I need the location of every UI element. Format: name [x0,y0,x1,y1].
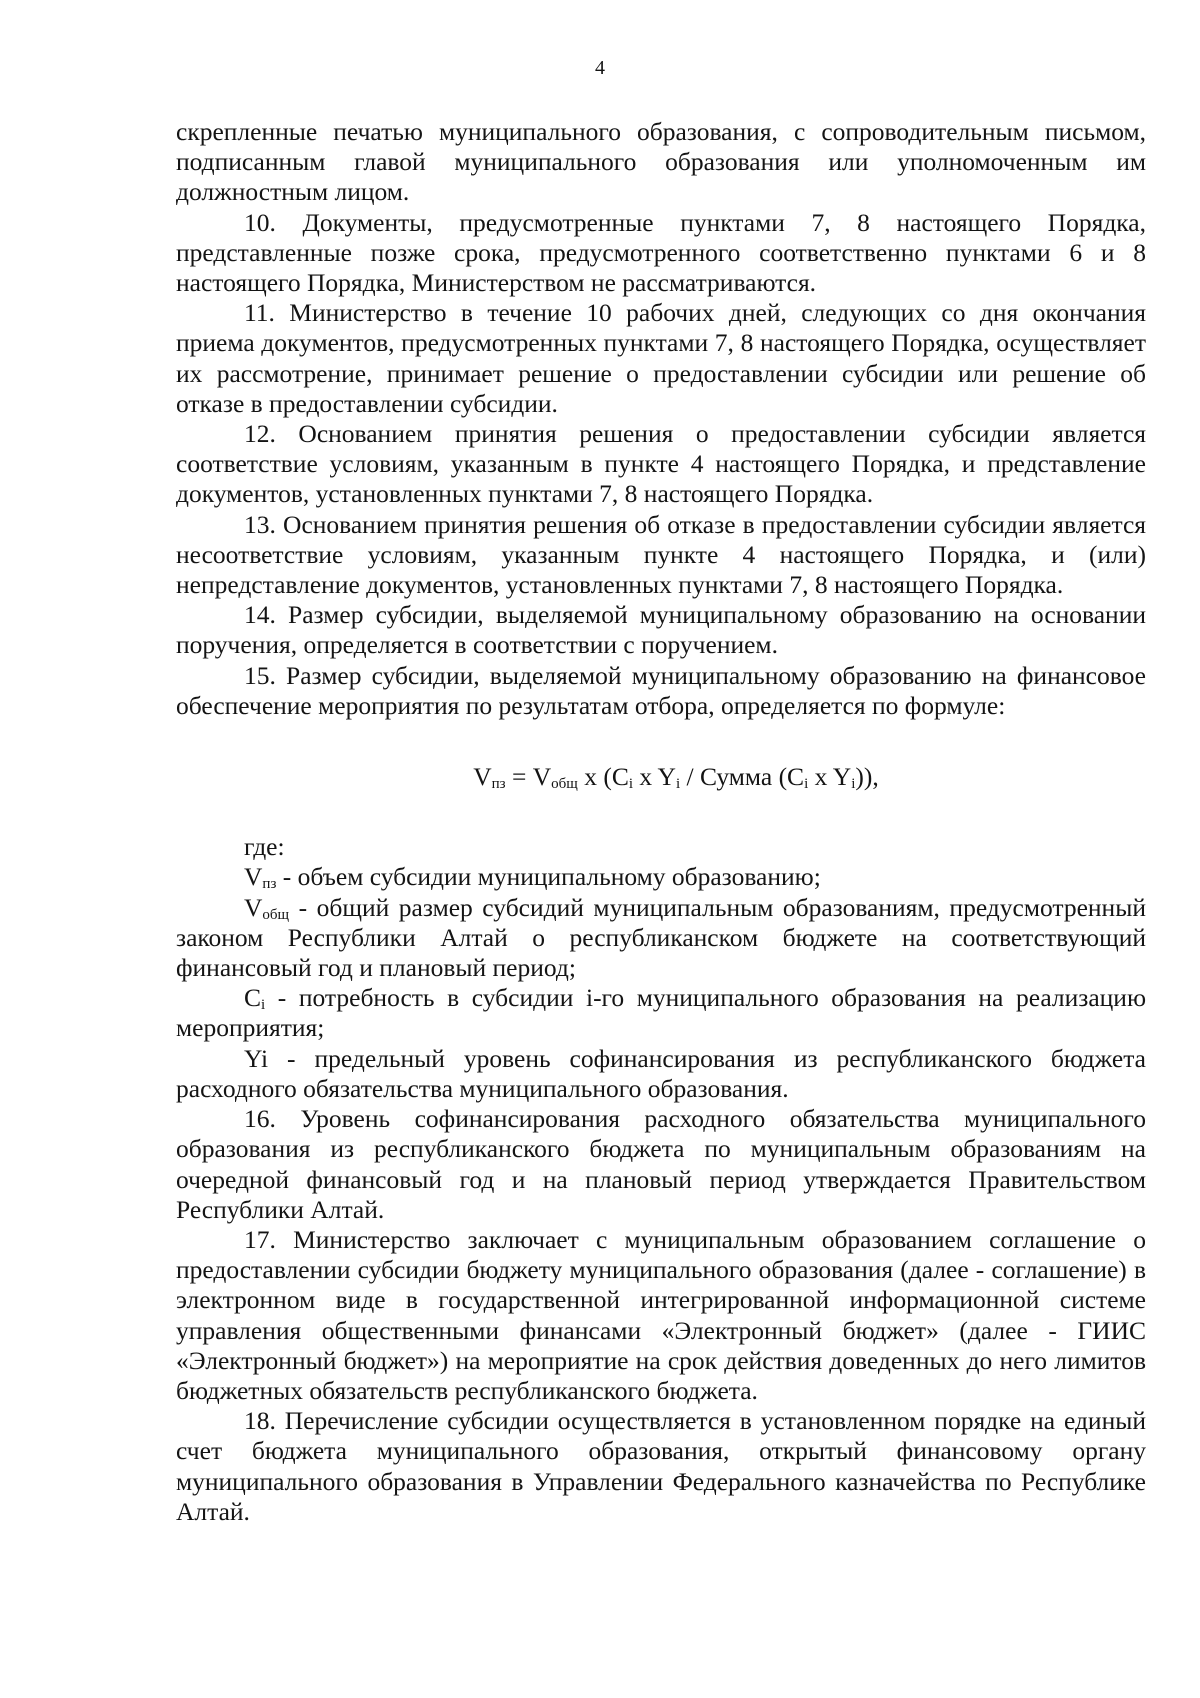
paragraph-18: 18. Перечисление субсидии осуществляется в установленном порядке на единый счет бюджета муниципального образования, открытый финансовому органу муниципального образования в Управлении Федерального казначейства по Республике Алтай. [176,1406,1146,1526]
paragraph-continuation: скрепленные печатью муниципального образования, с сопроводительным письмом, подписанным главой муниципального образования или уполномоченным им должностным лицом. [176,117,1146,207]
paragraph-13: 13. Основанием принятия решения об отказе в предоставлении субсидии является несоответствие условиям, указанным пункте 4 настоящего Порядка, и (или) непредставление документов, установленных пунктами 7, 8 настоящего Порядка. [176,509,1146,600]
paragraph-10: 10. Документы, предусмотренные пунктами 7, 8 настоящего Порядка, представленные позже срока, предусмотренного соответственно пунктами 6 и 8 настоящего Порядка, Министерством не рассматриваются. [176,207,1146,298]
paragraph-12: 12. Основанием принятия решения о предоставлении субсидии является соответствие условиям, указанным в пункте 4 настоящего Порядка, и представление документов, установленных пунктами 7, 8 настоящего Порядка. [176,419,1146,509]
definition-ci: $C_i$ - потребность в субсидии i-го муниципального образования на реализацию мероприятия; [176,983,1146,1043]
paragraph-14: 14. Размер субсидии, выделяемой муниципальному образованию на основании поручения, определяется в соответствии с поручением. [176,600,1146,660]
document-body [176,117,1146,1527]
paragraph-15: 15. Размер субсидии, выделяемой муниципальному образованию на финансовое обеспечение мероприятия по результатам отбора, определяется по формуле: [176,660,1146,720]
paragraph-11: 11. Министерство в течение 10 рабочих дней, следующих со дня окончания приема документов, предусмотренных пунктами 7, 8 настоящего Порядка, осуществляет их рассмотрение, принимает решение о предоставлении субсидии или решение об отказе в предоставлении субсидии. [176,298,1146,418]
subsidy-formula: $V_{пз} = V_{общ}$ x ($C_i$ x $Y_i$ / Сумма ($C_i$ x $Y_i$)), [473,762,879,793]
paragraph-17: 17. Министерство заключает с муниципальным образованием соглашение о предоставлении субсидии бюджету муниципального образования (далее - соглашение) в электронном виде в государственной интегрированной информационной системе управления общественными финансами «Электронный бюджет» (далее - ГИИС «Электронный бюджет») на мероприятие на срок действия доведенных до него лимитов бюджетных обязательств республиканского бюджета. [176,1224,1146,1405]
paragraph-16: 16. Уровень софинансирования расходного обязательства муниципального образования из республиканского бюджета по муниципальным образованиям на очередной финансовый год и на плановый период утверждается Правительством Республики Алтай. [176,1104,1146,1224]
page-number: 4 [595,57,605,79]
definition-vpz: $V_{пз}$ - объем субсидии муниципальному образованию; [244,862,821,893]
definition-yi: Yi - предельный уровень софинансирования из республиканского бюджета расходного обязательства муниципального образования. [176,1043,1146,1103]
where-label: где: [244,832,285,862]
definition-vobsh: $V_{общ}$ - общий размер субсидий муниципальным образованиям, предусмотренный законом Республики Алтай о республиканском бюджете на соответствующий финансовый год и плановый период; [176,892,1146,983]
